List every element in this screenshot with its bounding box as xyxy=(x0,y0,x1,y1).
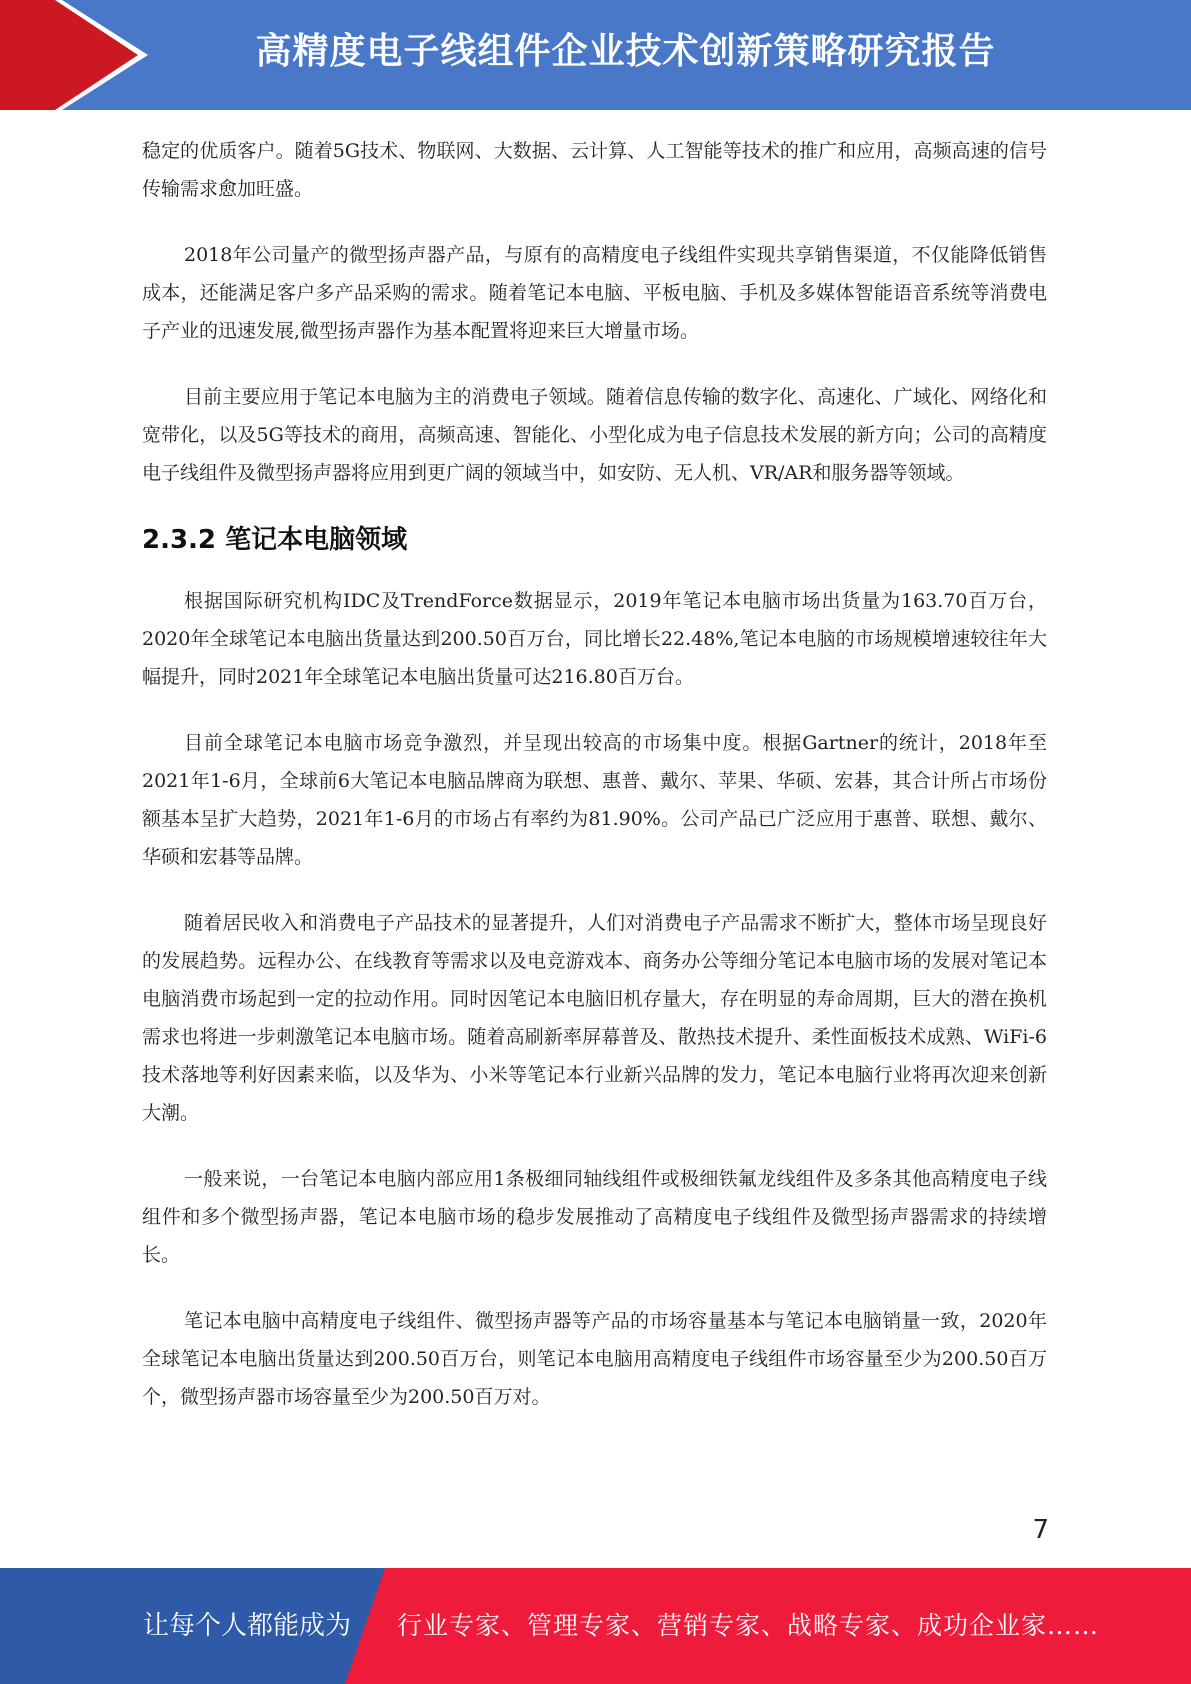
chevron-icon xyxy=(0,0,160,110)
header-banner xyxy=(0,0,1191,110)
footer-slogan-left: 让每个人都能成为 xyxy=(143,1611,352,1641)
footer-slogan-right: 行业专家、管理专家、营销专家、战略专家、成功企业家…… xyxy=(397,1611,1100,1640)
paragraph: 笔记本电脑中高精度电子线组件、微型扬声器等产品的市场容量基本与笔记本电脑销量一致，2020年全球笔记本电脑出货量达到200.50百万台，则笔记本电脑用高精度电子线组件市场容量至少为200.50百万个，微型扬声器市场容量至少为200.50百万对。 xyxy=(142,1310,1047,1408)
paragraph: 目前主要应用于笔记本电脑为主的消费电子领域。随着信息传输的数字化、高速化、广域化、网络化和宽带化，以及5G等技术的商用，高频高速、智能化、小型化成为电子信息技术发展的新方向；公司的高精度电子线组件及微型扬声器将应用到更广阔的领域当中，如安防、无人机、VR/AR和服务器等领域。 xyxy=(142,386,1047,484)
section-heading: 2.3.2 笔记本电脑领域 xyxy=(142,525,408,555)
document-body xyxy=(142,132,1047,1444)
paragraph: 根据国际研究机构IDC及TrendForce数据显示，2019年笔记本电脑市场出货量为163.70百万台，2020年全球笔记本电脑出货量达到200.50百万台，同比增长22.48%,笔记本电脑的市场规模增速较往年大幅提升，同时2021年全球笔记本电脑出货量可达216.80百万台。 xyxy=(142,590,1047,688)
paragraph: 稳定的优质客户。随着5G技术、物联网、大数据、云计算、人工智能等技术的推广和应用，高频高速的信号传输需求愈加旺盛。 xyxy=(142,140,1047,200)
report-title: 高精度电子线组件企业技术创新策略研究报告 xyxy=(255,31,996,72)
page-number: 7 xyxy=(1032,1515,1049,1545)
paragraph: 2018年公司量产的微型扬声器产品，与原有的高精度电子线组件实现共享销售渠道，不仅能降低销售成本，还能满足客户多产品采购的需求。随着笔记本电脑、平板电脑、手机及多媒体智能语音系统等消费电子产业的迅速发展,微型扬声器作为基本配置将迎来巨大增量市场。 xyxy=(142,244,1047,342)
footer-banner xyxy=(0,1568,1191,1684)
paragraph: 一般来说，一台笔记本电脑内部应用1条极细同轴线组件或极细铁氟龙线组件及多条其他高精度电子线组件和多个微型扬声器，笔记本电脑市场的稳步发展推动了高精度电子线组件及微型扬声器需求的持续增长。 xyxy=(142,1168,1047,1266)
paragraph: 目前全球笔记本电脑市场竞争激烈，并呈现出较高的市场集中度。根据Gartner的统计，2018年至2021年1-6月，全球前6大笔记本电脑品牌商为联想、惠普、戴尔、苹果、华硕、宏碁，其合计所占市场份额基本呈扩大趋势，2021年1-6月的市场占有率约为81.90%。公司产品已广泛应用于惠普、联想、戴尔、华硕和宏碁等品牌。 xyxy=(142,732,1047,868)
paragraph: 随着居民收入和消费电子产品技术的显著提升，人们对消费电子产品需求不断扩大，整体市场呈现良好的发展趋势。远程办公、在线教育等需求以及电竞游戏本、商务办公等细分笔记本电脑市场的发展对笔记本电脑消费市场起到一定的拉动作用。同时因笔记本电脑旧机存量大，存在明显的寿命周期，巨大的潜在换机需求也将进一步刺激笔记本电脑市场。随着高刷新率屏幕普及、散热技术提升、柔性面板技术成熟、WiFi-6技术落地等利好因素来临，以及华为、小米等笔记本行业新兴品牌的发力，笔记本电脑行业将再次迎来创新大潮。 xyxy=(142,912,1047,1124)
